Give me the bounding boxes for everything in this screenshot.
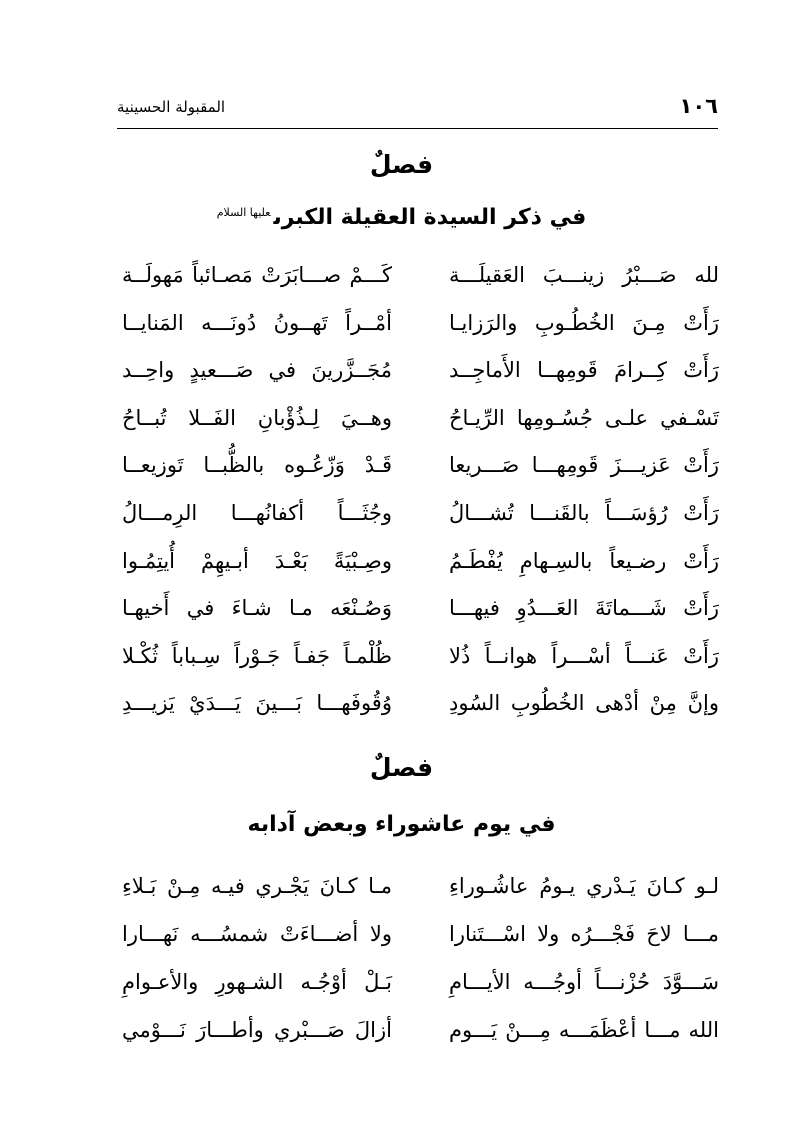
verse-first-hemistich: مـــا لاحَ فَجْـــرُه ولا اسْـــتَنارا xyxy=(449,922,719,946)
verse-second-hemistich: أمْــراً تَهــونُ دُونَـــه المَنايــا xyxy=(122,310,392,335)
page-number: ١٠٦ xyxy=(679,94,718,118)
verse-first-hemistich: رَأَتْ عَنـــاً أسْـــراً هوانــاً ذُلا xyxy=(449,643,719,668)
poem-verses-1 xyxy=(122,257,719,733)
verse-row xyxy=(122,543,719,591)
verse-first-hemistich: رَأَتْ عَزيـــزَ قَومِهـــا صَـــريعا xyxy=(449,453,719,478)
verse-second-hemistich: وجُثَـــاً أكفانُهـــا الرِمـــالُ xyxy=(122,500,392,525)
verse-second-hemistich: وصِـبْيَةً بَعْـدَ أبـيهِمْ أُيتِمُـوا xyxy=(122,548,392,573)
verse-row xyxy=(122,868,719,916)
verse-first-hemistich: تَسْـفي علـى جُسُـومِها الرِّيـاحُ xyxy=(449,405,719,430)
verse-row xyxy=(122,447,719,495)
poem-verses-2 xyxy=(122,868,719,1060)
verse-row xyxy=(122,685,719,733)
verse-row xyxy=(122,400,719,448)
verse-first-hemistich: سَـــوَّدَ حُزْنـــاً أوجُـــه الأيـــامِ xyxy=(449,970,719,994)
verse-first-hemistich: رَأَتْ رضـيعاً بالسِـهامِ يُفْطَـمُ xyxy=(449,548,719,573)
verse-first-hemistich: وإنَّ مِنْ أدْهى الخُطُوبِ السُودِ xyxy=(449,691,719,716)
verse-row xyxy=(122,305,719,353)
section-heading-2: فصلٌ xyxy=(369,753,434,782)
verse-first-hemistich: رَأَتْ كِــرامَ قَومِهــا الأَماجِــد xyxy=(449,358,719,383)
verse-second-hemistich: مـا كـانَ يَجْـري فيـه مِـنْ بَـلاءِ xyxy=(122,874,392,898)
verse-first-hemistich: لله صَـــبْرُ زينـــبَ العَقيلَـــة xyxy=(449,263,719,287)
verse-row xyxy=(122,590,719,638)
verse-second-hemistich: أزالَ صَـــبْري وأطـــارَ نَـــوْمي xyxy=(122,1018,392,1042)
verse-first-hemistich: لـو كـانَ يَـدْري يـومُ عاشُـوراءِ xyxy=(449,874,719,898)
verse-second-hemistich: كَـــمْ صـــابَرَتْ مَصـائباً مَهولَــة xyxy=(122,263,392,287)
section-heading-1: فصلٌ xyxy=(369,150,434,179)
verse-first-hemistich: رَأَتْ شَـــماتَةَ العَـــدُوِ فيهـــا xyxy=(449,596,719,621)
verse-second-hemistich: بَـلْ أوْجُـه الشـهورِ والأعـوامِ xyxy=(122,970,392,994)
verse-second-hemistich: وَصُـنْعَه مـا شـاءَ في أَخيهـا xyxy=(122,596,392,621)
verse-row xyxy=(122,1012,719,1060)
honorific-mark: عليها السلام xyxy=(216,205,271,219)
verse-row xyxy=(122,964,719,1012)
verse-row xyxy=(122,916,719,964)
verse-row xyxy=(122,257,719,305)
verse-second-hemistich: وُقُوفَهـــا بَـــينَ يَـــدَيْ يَزيـــدِ xyxy=(122,691,392,716)
running-title: المقبولة الحسينية xyxy=(117,98,226,116)
verse-row xyxy=(122,352,719,400)
verse-second-hemistich: وهــيَ لِـذُؤْبانِ الفَــلا تُبــاحُ xyxy=(122,405,392,430)
verse-first-hemistich: رَأَتْ مِـنَ الخُطُـوبِ والرَزايـا xyxy=(449,310,719,335)
verse-second-hemistich: ولا أضـــاءَتْ شمسُـــه نَهـــارا xyxy=(122,922,392,946)
verse-row xyxy=(122,495,719,543)
section-subtitle-1 xyxy=(0,205,803,230)
verse-first-hemistich: الله مـــا أعْظَمَـــه مِـــنْ يَـــوم xyxy=(449,1018,719,1042)
verse-row xyxy=(122,638,719,686)
verse-second-hemistich: قَـدْ وَزّعُـوه بالظُّبــا تَوزيعــا xyxy=(122,453,392,478)
verse-second-hemistich: ظُلْمـاً جَفـاً جَـوْراً سِـباباً ثُكْـلا xyxy=(122,643,392,668)
section-subtitle-2: في يوم عاشوراء وبعض آدابه xyxy=(247,812,556,837)
verse-first-hemistich: رَأَتْ رُؤسَـــاً بالقَنـــا تُشـــالُ xyxy=(449,500,719,525)
section-subtitle-1-text: في ذكر السيدة العقيلة الكبرى xyxy=(273,205,587,230)
page-header xyxy=(117,92,718,129)
verse-second-hemistich: مُجَــزَّرينَ في صَـــعيدٍ واحِــد xyxy=(122,358,392,383)
